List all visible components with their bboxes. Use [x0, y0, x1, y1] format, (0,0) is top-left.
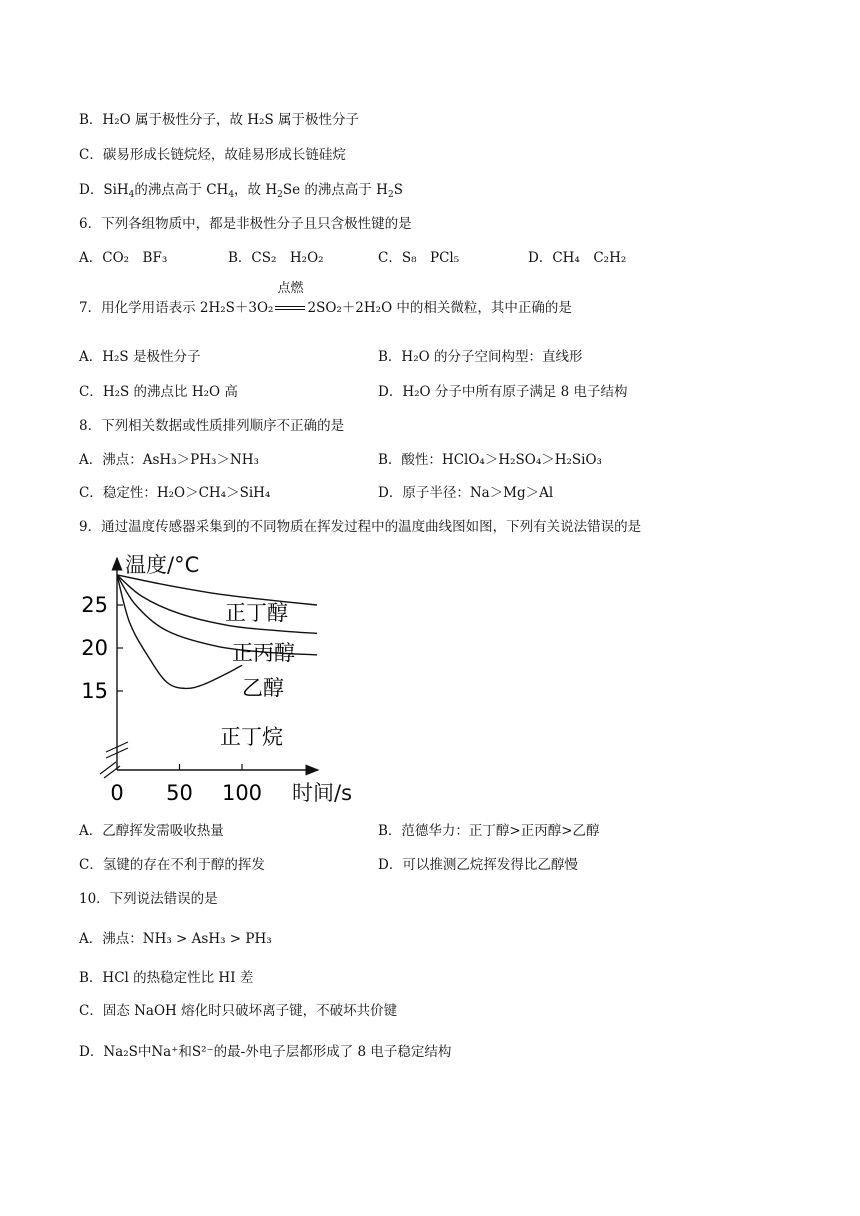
- reaction-condition-label: 点燃: [277, 281, 304, 296]
- q10-option-d: [79, 1042, 451, 1062]
- q10-stem: 10．下列说法错误的是: [79, 891, 218, 907]
- y-tick-label: 20: [81, 636, 108, 660]
- q5-option-d: D．SiH$_4$的沸点高于 $CH_4$，故 $H_2Se$ 的沸点高于 $H_2S$: [79, 182, 403, 200]
- q10-a-formula: NH₃ > AsH₃ > PH₃: [142, 931, 272, 947]
- x-tick-label: 100: [221, 781, 263, 805]
- q10-d-s-ion: S²⁻: [191, 1044, 214, 1060]
- q8-option-d: D．原子半径：Na＞Mg＞Al: [378, 485, 554, 501]
- q5-d-text-1: D．SiH: [79, 182, 129, 198]
- q7-option-d: D．H₂O 分子中所有原子满足 8 电子结构: [378, 384, 628, 400]
- y-axis-label: 温度/°C: [125, 553, 200, 577]
- q8-option-a: A．沸点：AsH₃＞PH₃＞NH₃: [79, 452, 259, 468]
- q10-d-label: D．: [79, 1044, 104, 1060]
- series-label: 正丁醇: [225, 601, 288, 625]
- axis-break-mark: [100, 762, 116, 774]
- q10-d-text-end: 的最-外电子层都形成了 8 电子稳定结构: [213, 1044, 452, 1060]
- q9-option-c: C．氢键的存在不利于醇的挥发: [79, 857, 265, 873]
- q7-stem-part2: 2SO₂＋2H₂O 中的相关微粒，其中正确的是: [307, 300, 572, 316]
- q10-option-a: [79, 929, 272, 949]
- axis-break-mark: [104, 766, 120, 778]
- q6-option-a: A．CO₂ BF₃: [79, 250, 168, 266]
- q10-d-text: 中: [137, 1044, 152, 1060]
- q9-option-b: B．范德华力：正丁醇>正丙醇>乙醇: [378, 823, 600, 839]
- q6-option-d: D．CH₄ C₂H₂: [528, 250, 627, 266]
- q6-option-c: C．S₈ PCl₅: [378, 250, 460, 266]
- q7-stem: [79, 281, 572, 318]
- q6-stem: 6．下列各组物质中，都是非极性分子且只含极性键的是: [79, 216, 412, 232]
- q10-d-text-and: 和: [178, 1044, 192, 1060]
- q5-d-text-4: Se 的沸点高于 H: [282, 182, 388, 198]
- x-tick-label: 50: [166, 781, 193, 805]
- series-label: 乙醇: [242, 676, 284, 700]
- q10-option-b: B．HCl 的热稳定性比 HI 差: [79, 970, 254, 986]
- y-tick-label: 25: [81, 593, 108, 617]
- q8-option-b: B．酸性：HClO₄＞H₂SO₄＞H₂SiO₃: [378, 452, 602, 468]
- q5-d-text-2: 的沸点高于 CH: [134, 182, 229, 198]
- q5-option-b: B．H₂O 属于极性分子，故 H₂S 属于极性分子: [79, 112, 359, 128]
- q8-stem: 8．下列相关数据或性质排列顺序不正确的是: [79, 418, 345, 434]
- q7-option-b: B．H₂O 的分子空间构型：直线形: [378, 349, 583, 365]
- q8-option-c: C．稳定性：H₂O＞CH₄＞SiH₄: [79, 485, 271, 501]
- y-tick-label: 15: [81, 679, 108, 703]
- q9-stem: 9．通过温度传感器采集到的不同物质在挥发过程中的温度曲线图如图，下列有关说法错误的是: [79, 519, 642, 535]
- q5-option-c: C．碳易形成长链烷烃，故硅易形成长链硅烷: [79, 147, 346, 163]
- q10-a-label: A．沸点：: [79, 931, 143, 947]
- q5-d-text-3: ，故 H: [234, 182, 278, 198]
- series-label: 正丙醇: [232, 641, 295, 665]
- q5-d-text-5: S: [393, 182, 403, 198]
- q7-stem-part1: 7．用化学用语表示 2H₂S＋3O₂: [79, 300, 274, 316]
- series-label: 正丁烷: [220, 725, 283, 749]
- x-tick-label: 0: [110, 781, 124, 805]
- q7-option-a: A．H₂S 是极性分子: [79, 349, 201, 365]
- reaction-condition-arrow: [275, 281, 305, 318]
- q10-option-c: C．固态 NaOH 熔化时只破坏离子键，不破坏共价键: [79, 1003, 398, 1019]
- q10-d-na-ion: Na⁺: [151, 1044, 179, 1060]
- temperature-curve-chart: [70, 548, 370, 810]
- x-axis-label: 时间/s: [292, 781, 353, 805]
- q10-d-na2s: Na₂S: [103, 1044, 138, 1060]
- q6-option-b: B．CS₂ H₂O₂: [228, 250, 324, 266]
- q9-option-d: D．可以推测乙烷挥发得比乙醇慢: [378, 857, 578, 873]
- q9-option-a: A．乙醇挥发需吸收热量: [79, 823, 224, 839]
- q7-option-c: C．H₂S 的沸点比 H₂O 高: [79, 384, 238, 400]
